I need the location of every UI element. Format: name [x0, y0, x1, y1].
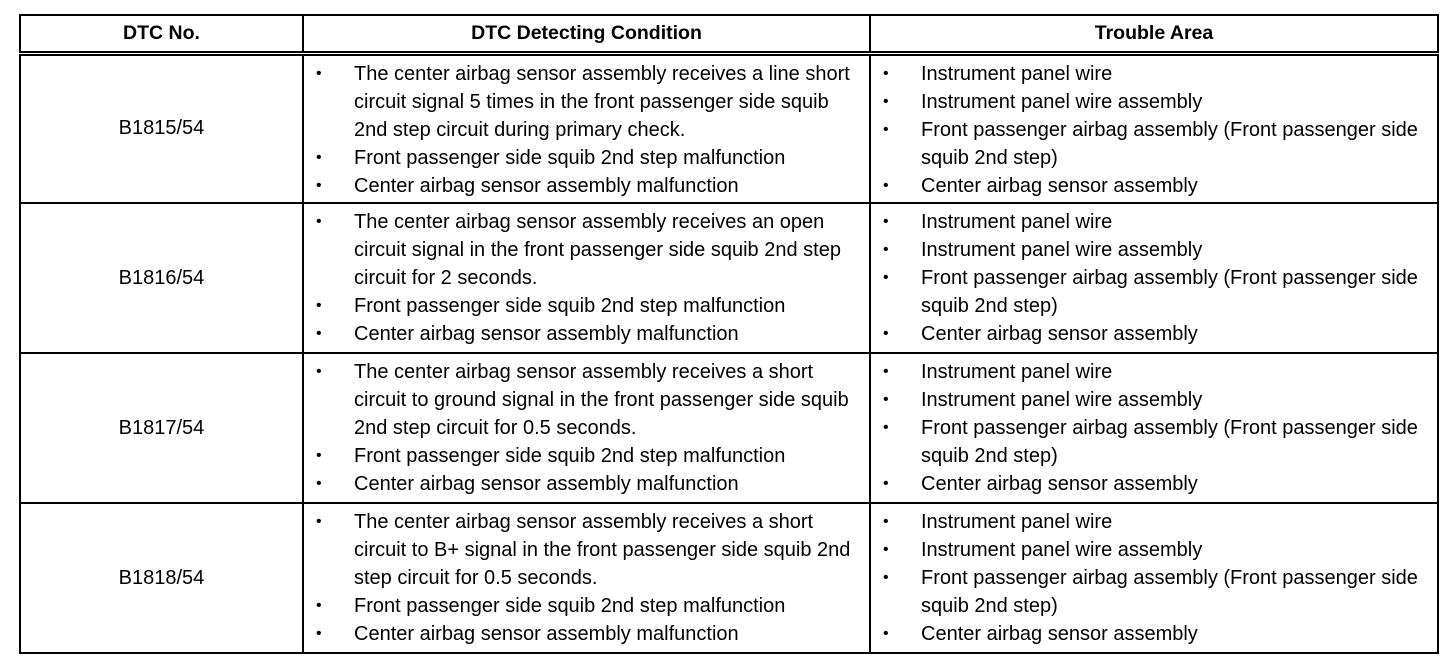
table-row [20, 503, 1438, 653]
trouble-area-item: • Instrument panel wire assembly [883, 236, 1431, 264]
condition-item: • Center airbag sensor assembly malfunction [316, 172, 863, 200]
header-detecting-condition: DTC Detecting Condition [303, 15, 870, 53]
trouble-area-cell [870, 503, 1438, 653]
condition-item: • The center airbag sensor assembly receives a short circuit to ground signal in the front passenger side squib 2nd step circuit for 0.5 seconds. [316, 358, 863, 442]
trouble-area-item: • Instrument panel wire [883, 208, 1431, 236]
dtc-code: B1816/54 [20, 203, 303, 353]
condition-item: • The center airbag sensor assembly receives a short circuit to B+ signal in the front passenger side squib 2nd step circuit for 0.5 seconds. [316, 508, 863, 592]
condition-item: • Front passenger side squib 2nd step malfunction [316, 292, 863, 320]
trouble-area-cell-list [871, 354, 1437, 498]
header-row [20, 15, 1438, 53]
condition-item: • Front passenger side squib 2nd step malfunction [316, 442, 863, 470]
trouble-area-cell-list [871, 204, 1437, 348]
condition-item: • Center airbag sensor assembly malfunction [316, 620, 863, 648]
condition-cell [303, 203, 870, 353]
header-dtc-no: DTC No. [20, 15, 303, 53]
dtc-code: B1815/54 [20, 53, 303, 203]
trouble-area-item: • Instrument panel wire assembly [883, 88, 1431, 116]
trouble-area-item: • Center airbag sensor assembly [883, 470, 1431, 498]
trouble-area-cell [870, 203, 1438, 353]
condition-cell-list [304, 204, 869, 348]
trouble-area-item: • Center airbag sensor assembly [883, 620, 1431, 648]
table-row [20, 353, 1438, 503]
trouble-area-item: • Front passenger airbag assembly (Front passenger side squib 2nd step) [883, 116, 1431, 172]
table-row [20, 53, 1438, 203]
trouble-area-item: • Front passenger airbag assembly (Front passenger side squib 2nd step) [883, 414, 1431, 470]
trouble-area-item: • Instrument panel wire [883, 508, 1431, 536]
table-body [20, 53, 1438, 653]
trouble-area-item: • Center airbag sensor assembly [883, 320, 1431, 348]
condition-item: • The center airbag sensor assembly receives a line short circuit signal 5 times in the front passenger side squib 2nd step circuit during primary check. [316, 60, 863, 144]
trouble-area-item: • Front passenger airbag assembly (Front passenger side squib 2nd step) [883, 264, 1431, 320]
trouble-area-cell-list [871, 504, 1437, 648]
condition-cell [303, 53, 870, 203]
trouble-area-item: • Center airbag sensor assembly [883, 172, 1431, 200]
trouble-area-cell [870, 53, 1438, 203]
condition-item: • Center airbag sensor assembly malfunction [316, 320, 863, 348]
trouble-area-item: • Instrument panel wire [883, 358, 1431, 386]
condition-item: • Front passenger side squib 2nd step malfunction [316, 144, 863, 172]
condition-item: • Front passenger side squib 2nd step malfunction [316, 592, 863, 620]
condition-cell [303, 503, 870, 653]
dtc-code: B1817/54 [20, 353, 303, 503]
condition-item: • Center airbag sensor assembly malfunction [316, 470, 863, 498]
condition-cell [303, 353, 870, 503]
trouble-area-item: • Instrument panel wire assembly [883, 386, 1431, 414]
trouble-area-item: • Instrument panel wire [883, 60, 1431, 88]
condition-item: • The center airbag sensor assembly receives an open circuit signal in the front passenger side squib 2nd step circuit for 2 seconds. [316, 208, 863, 292]
dtc-code: B1818/54 [20, 503, 303, 653]
condition-cell-list [304, 504, 869, 648]
trouble-area-cell [870, 353, 1438, 503]
trouble-area-item: • Front passenger airbag assembly (Front passenger side squib 2nd step) [883, 564, 1431, 620]
table-row [20, 203, 1438, 353]
trouble-area-cell-list [871, 56, 1437, 200]
condition-cell-list [304, 354, 869, 498]
dtc-table [19, 14, 1439, 654]
header-trouble-area: Trouble Area [870, 15, 1438, 53]
condition-cell-list [304, 56, 869, 200]
trouble-area-item: • Instrument panel wire assembly [883, 536, 1431, 564]
